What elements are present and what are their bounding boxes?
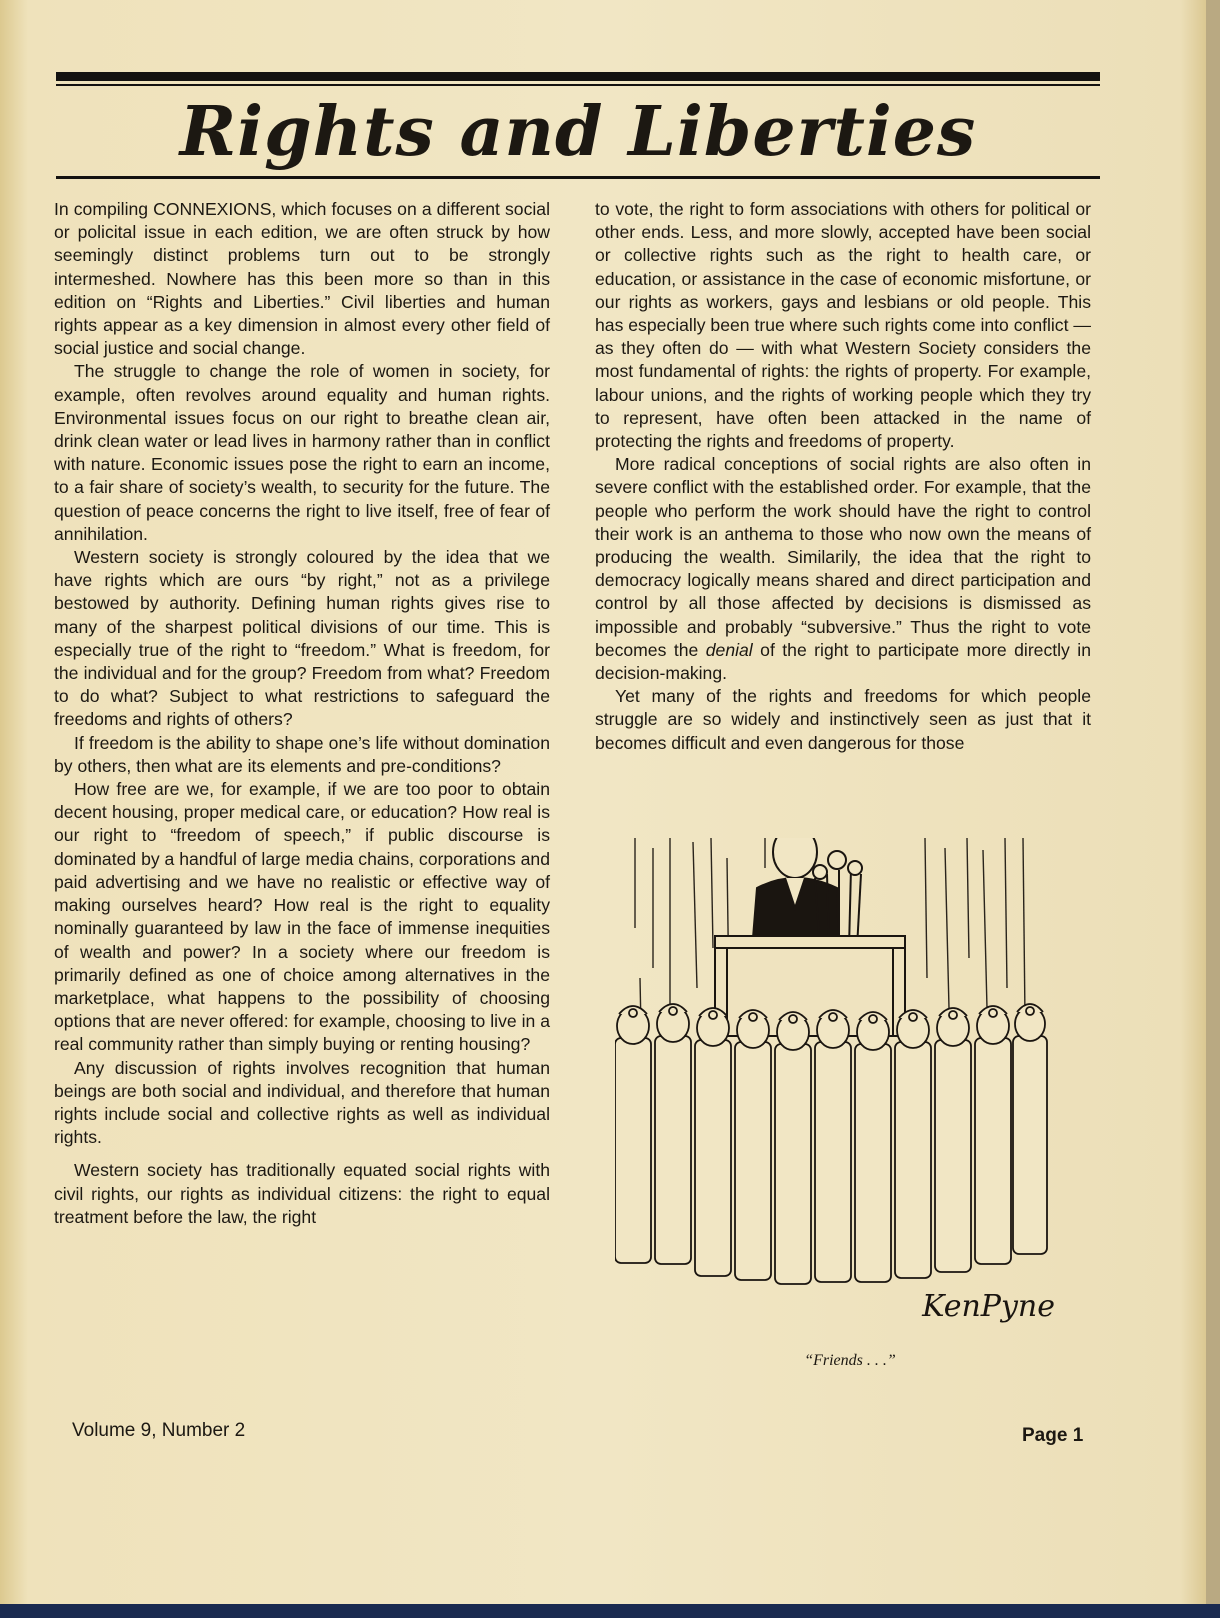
emphasis-text: denial: [705, 639, 753, 660]
cartoon-caption: “Friends . . .”: [804, 1352, 896, 1369]
right-column: [595, 198, 1091, 755]
cartoon-illustration: [615, 838, 1095, 1348]
paragraph: How free are we, for example, if we are too poor to obtain decent housing, proper medical care, or education? How real is our right to “freedom of speech,” if public discourse is dominated by a handful of large media chains, corporations and paid advertising and we have no realistic or effective way of making ourselves heard? How real is the right to equality nominally guaranteed by law in the face of immense inequities of wealth and power? In a society where our freedom is primarily defined as one of choice among alternatives in the marketplace, what happens to the possibility of choosing options that are never offered: for example, choosing to live in a real community rather than simply buying or renting housing?: [54, 779, 550, 1055]
paragraph: Yet many of the rights and freedoms for which people struggle are so widely and instinctively seen as just that it becomes difficult and even dangerous for those: [595, 686, 1091, 753]
masthead-rule-bottom: [56, 176, 1100, 179]
paragraph-text: More radical conceptions of social rights are also often in severe conflict with the established order. For example, that the people who perform the work should have the right to control their work is an anthema to those who now own the means of producing the wealth. Similarily, the idea that the right to democracy logically means shared and direct participation and control by all those affected by decisions is dismissed as impossible and probably “subversive.” Thus the right to vote becomes the: [595, 454, 1091, 660]
paragraph: [595, 453, 1091, 685]
paragraph: Any discussion of rights involves recognition that human beings are both social and individual, and therefore that human rights include social and collective rights as well as individual rights.: [54, 1057, 550, 1148]
volume-number: Volume 9, Number 2: [72, 1420, 246, 1441]
paragraph-text: of the right to participate more directly in decision-making.: [595, 639, 1091, 684]
police-crowd: [615, 1004, 1047, 1284]
speaker: [753, 838, 839, 948]
paragraph: to vote, the right to form associations with others for political or other ends. Less, and more slowly, accepted have been social or collective rights such as the right to health care, or education, or assistance in the case of economic misfortune, or our rights as workers, gays and lesbians or old people. This has especially been true where such rights come into conflict — as they often do — with what Western Society considers the most fundamental of rights: the rights of property. For example, labour unions, and the rights of working people which they try to represent, have often been attacked in the name of protecting the rights and freedoms of property.: [595, 199, 1091, 452]
paragraph: In compiling CONNEXIONS, which focuses on a different social or policital issue in each edition, we are often struck by how seemingly distinct problems turn out to be strongly intermeshed. Nowhere has this been more so than in this edition on “Rights and Liberties.” Civil liberties and human rights appear as a key dimension in almost every other field of social justice and social change.: [54, 199, 550, 359]
page-title: Rights and Liberties: [179, 92, 977, 172]
paragraph: The struggle to change the role of women in society, for example, often revolves around equality and human rights. Environmental issues focus on our right to breathe clean air, drink clean water or lead lives in harmony rather than in conflict with nature. Economic issues pose the right to earn an income, to a fair share of society’s wealth, to security for the future. The question of peace concerns the right to live itself, free of fear of annihilation.: [54, 361, 550, 544]
masthead-rule-top-thin: [56, 84, 1100, 86]
paragraph: If freedom is the ability to shape one’s life without domination by others, then what are its elements and pre-conditions?: [54, 732, 550, 776]
masthead-rule-top: [56, 72, 1100, 81]
paragraph: Western society has traditionally equated social rights with civil rights, our rights as individual citizens: the right to equal treatment before the law, the right: [54, 1160, 550, 1227]
page-edge: [1206, 0, 1220, 1618]
left-column: [54, 198, 550, 1229]
page-number: Page 1: [1022, 1425, 1084, 1446]
paragraph: Western society is strongly coloured by the idea that we have rights which are ours “by right,” not as a privilege bestowed by authority. Defining human rights gives rise to many of the sharpest political divisions of our time. This is especially true of the right to “freedom.” What is freedom, for the individual and for the group? Freedom from what? Freedom to do what? Subject to what restrictions to safeguard the freedoms and rights of others?: [54, 547, 550, 730]
cartoon-signature: KenPyne: [922, 1289, 1055, 1324]
scan-background-band: [0, 1604, 1220, 1618]
